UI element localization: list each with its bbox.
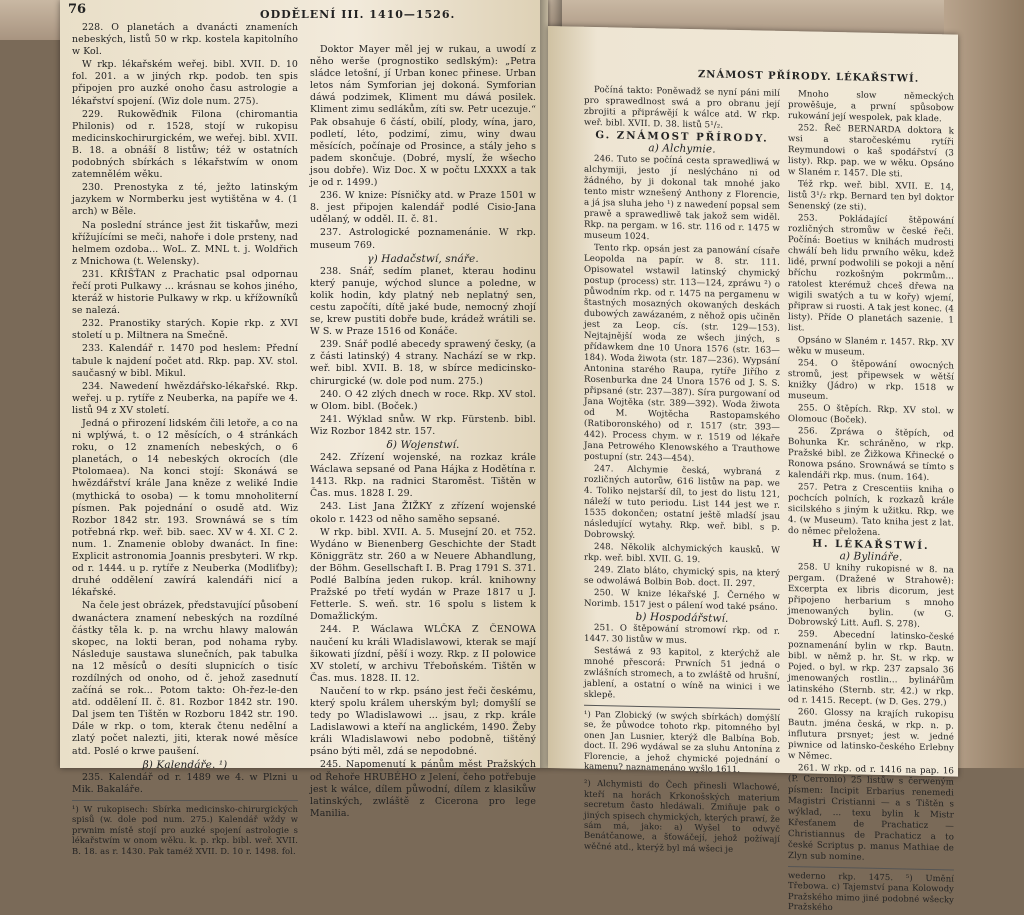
section-heading-alchymie: a) Alchymie. <box>648 142 716 156</box>
section-heading-hadacstvi: γ) Hadačstwí, snáře. <box>367 252 479 265</box>
entry-231: 231. KŘIŠŤAN z Prachatic psal odpornau řečí proti Pulkawy ... krásnau se kohos jiného, kteráž w historie Pulkawy w rkp. u křížowníků se nalezá. <box>72 268 298 317</box>
entry-260: 260. Glossy na krajích rukopisu Bautn. jména česká, w rkp. n. p. influtura prsnyet; jest w. jedné piwnice od latinsko-českého Erlebny w Němec. <box>788 707 954 762</box>
footnote-right-2: ²) Alchymisti do Čech přinesli Wlachowé, kteří na horách Krkonošských materium secretum často hledáwali. Zmiňuje pak o jiných spisech chymických, kterých prawí, že sám má, jako: a) Wyšel to odwyč Benátčanowe, a šťowáčejí, jehož požíwají wěčné atd., kterýž byl má wšeci je <box>584 778 781 854</box>
right-column-2 <box>788 89 954 915</box>
left-column-1 <box>72 22 298 856</box>
entry-254: 254. O štěpowání owocných stromů, jest připewsek w wětší knižky (Jádro) w rkp. 1518 w museum. <box>788 358 954 402</box>
left-page <box>60 0 548 856</box>
entry-251: 251. O štěpowání stromowí rkp. od r. 1447. 30 listůw w mus. <box>584 622 780 646</box>
entry-248: 248. Několik alchymických kausků. W rkp. weř. bibl. XVII. G. 19. <box>584 541 780 566</box>
entry-232: 232. Pranostiky starých. Kopie rkp. z XVI století u p. Miltnera na Smečně. <box>72 318 298 342</box>
entry-228: 228. O planetách a dvanácti znameních nebeských, listů 50 w rkp. kostela kapitolního w Kol. <box>72 22 298 58</box>
entry-240: 240. O 42 zlých dnech w roce. Rkp. XV stol. w Olom. bibl. (Boček.) <box>310 388 536 412</box>
entry-256: 256. Zpráwa o štěpích, od Bohunka Kr. schráněno, w rkp. Pražské bibl. ze Žižkowa Křinecké o Ronowa psáno. Srownáwá se tímto s kalendáři rkp. mus. (num. 164). <box>788 426 954 483</box>
entry-235: 235. Kalendář od r. 1489 we 4. w Plzni u Mik. Bakaláře. <box>72 771 298 795</box>
section-heading-hospodarstvi: b) Hospodářstwí. <box>635 610 729 625</box>
section-heading-lekarstvi: H. LÉKAŘSTWÍ. <box>812 537 930 552</box>
footnote-right-3: wederno rkp. 1475. ⁵) Umění Třebowa. c) Tajemství pana Kolowody Pražského mimo jiné podobné wšecky Pražského <box>788 866 954 915</box>
right-page <box>548 26 958 913</box>
entry-230-note: Na poslední stránce jest žit tiskařůw, mezi křížujícími se meči, nahoře i dole prsteny, nad helmem ozdoba... WoL. Z. MNL t. j. Woldřich z Mnichowa (t. Welensky). <box>72 219 298 267</box>
entry-245: 245. Napomenutí k pánům měst Pražských od Řehoře HRUBÉHO z Jelení, čeho potřebuje jest k wálce, dílem půwodní, dílem z klasikůw latinských, zwláště z Cicerona pro lege Manilia. <box>310 759 536 819</box>
entry-246-note: Tento rkp. opsán jest za panowání císaře Leopolda na papír. w 8. str. 111. Opisowatel wstawil latinský chymický postup (process) str. 113—124, zpráwu ²) o půwodním rkp. od r. 1475 na pergamenu w štastných mosazných okowaných deskách dubowých zawázaném, z něhož opis učiněn jest za Leop. cís. (str. 129—153). Nejtajnější woda ze wšech jiných, s přídawkem dne 10 Unora 1576 (str. 163—184). Woda žiwota (str. 187—236). Wypsání Antonina starého Raupa, rytíře Jiřího z Rosenburka dne 24 Unora 1576 od J. S. S. připsané (str. 237—387). Síra purgowaní od Jana Wojtěka (str. 389—392). Woda žiwota od M. Wojtěcha Rastopamského (Ratiboronského) od r. 1517 (str. 393—442). Process chym. w r. 1519 od lékaře Jana Petrowého Klenowského a Trauthowe postupní (str. 243—454). <box>584 242 780 465</box>
entry-234: 234. Nawedení hwězdářsko-lékařské. Rkp. weřej. u p. rytíře z Neuberka, na papíře we 4. listů 94 z XV století. <box>72 380 298 416</box>
running-head-right: ZNÁMOST PŘÍRODY. LÉKAŘSTWÍ. <box>698 69 920 85</box>
entry-261: 261. W rkp. od r. 1416 na pap. 16 (P. Cerronio) 25 listůw s čerweným písmen: Incipit Erbarius renemedi Magistri Cristianni — a s Tištěn s wýklad, ... texu bylin k Mistr Křesťanem de Prachaticz — Christiannus de Prachaticz a to české Scriptus p. manus Mathiae de Zlyn sub nomine. <box>788 763 954 863</box>
entry-pocina: Počíná takto: Poněwadž se nyní páni milí pro sprawedlnost swá a pro obranu její zbrojiti a připráwějí k wálce atd. W rkp. weř. bibl. XVII. D. 38. listů 5¹/₂. <box>584 84 780 131</box>
entry-237: 237. Astrologické poznamenánie. W rkp. museum 769. <box>310 227 536 251</box>
entry-228-note: W rkp. lékařském weřej. bibl. XVII. D. 10 fol. 201. a w jiných rkp. podob. ten spis připojen pro auzké onoho času astrologie a lékařství spojení. (Wiz dole num. 275). <box>72 59 298 107</box>
footnote-right-1: ¹) Pan Zlobický (w swých sbírkách) domýšlí se, že půwodce tohoto rkp. pitomného byl onen Jan Lusnier, kterýž dle Balbína Bob. doct. II. 296 wydáwal se za sluhu Antonína z Florencie, a jehož chymické pojednání o kamenu? naznamenáno wyšlo 1611. <box>584 705 780 776</box>
footnote-left: ¹) W rukopisech: Sbírka medicinsko-chirurgických spisů (w. dole pod num. 275.) Kalendář wždy w prwnim místě stojí pro auzké spojení astrologie s lékařstwím w onom wěku. k. p. rkp. bibl. weř. XVII. B. 18. as r. 1430. Pak taméž XVII. D. 10 r. 1498. fol. <box>72 800 298 856</box>
entry-229: 229. Rukowěďnik Filona (chiromantia Philonis) od r. 1528, stojí w rukopisu medicinskochirurgickém, we weřej. bibl. XVII. B. 18. a obnáší 8 listůw; též w ostatních podobných sbírkách s lékařstwím w onom zatemnělém wěku. <box>72 108 298 181</box>
entry-mnoho: Mnoho slow německých prowěšuje, a prwní spůsobow rukowání její wespolek, pak klade. <box>788 89 954 125</box>
entry-251-note: Sestáwá z 93 kapitol, z kterýchž ale mnohé přescorá: Prwních 51 jedná o zwlášních stromech, a to zwláště od hrušní, jablení, a ostatní o wíně na winici i we sklepě. <box>584 645 780 701</box>
entry-246: 246. Tuto se počíná cesta sprawedliwá w alchymiji, jesto jí neslýcháno ni od žádného, by ji dokonal tak mnohé jako tento mistr wznešený Anthony z Florencie, a já jsa sluha jeho ¹) z nawedení popsal sem prawě a sprawedliwě tak jakož sem widěl. Rkp. na pergam. w 16. str. 116 od r. 1475 w museum 1024. <box>584 153 780 243</box>
entry-236: 236. W knize: Písničky atd. w Praze 1501 w 8. jest připojen kalendář podlé Cisio-Jana udělaný, w odděl. II. č. 81. <box>310 190 536 226</box>
page-number-left: 76 <box>68 2 87 17</box>
entry-252-note: Též rkp. weř. bibl. XVII. E. 14, listů 3¹/₂ rkp. Bernard ten byl doktor Senenský (ze sti). <box>788 179 954 213</box>
entry-242: 242. Zřízení wojenské, na rozkaz krále Wáclawa sepsané od Pana Hájka z Hodětína r. 1413. Rkp. na radnici Staroměst. Tištěn w Čas. mus. 1828 I. 29. <box>310 452 536 500</box>
entry-249: 249. Zlato bláto, chymický spis, na který se odwoláwá Bolbin Bob. doct. II. 297. <box>584 564 780 590</box>
running-head-left: ODDĚLENÍ III. 1410—1526. <box>260 8 456 21</box>
section-heading-kalendare: β) Kalendáře. ¹) <box>142 758 228 771</box>
entry-253: 253. Pokládající štěpowání rozličných stromůw w české řeči. Počíná: Boetius w knihách mudrosti chwálí beh lidu prwního wěku, kdež lidé, prwní podwolili se pokoji a nění bříchu rozkošným pokrmům... ratolest kterémuž chceš dřewa na wigili swatých a tu w kořy) wjemí, připraw si ruosti. A tak jest konec. (4 listy). Příde O planetách sazenie. 1 list. <box>788 213 954 334</box>
entry-252: 252. Řeč BERNARDA doktora k wsi a staročeskému rytíři Reymundowi o kaš spodářství (3 listy). Rkp. pap. we w wěku. Opsáno w Slaném r. 1457. Dle sti. <box>788 123 954 180</box>
entry-253-note: Opsáno w Slaném r. 1457. Rkp. XV wěku w museum. <box>788 335 954 358</box>
entry-233: 233. Kalendář r. 1470 pod heslem: Přední tabule k najdení počet atd. Rkp. pap. XV. stol. saučasný w bibl. Mikul. <box>72 343 298 379</box>
entry-230: 230. Prenostyka z té, ježto latinským jazykem w Normberku jest wytištěna w 4. (1 arch) w Běle. <box>72 182 298 218</box>
entry-234-note: Jedná o přirození lidském čili letoře, a co na ni wplýwá, t. o 12 měsících, o 4 stránkách roku, o 12 znameních nebeských, o 6 planetách, o 14 nebeských okrocích (dle Ptolomaea). Na konci stojí: Skonáwá se hwězdářství krále Jana kněze z weliké Indie (mythická to osoba) — k tomu mnoholiterní písmen. Pak pojednání o osudě atd. Wiz Rozbor 1842 str. 193. Srownáwá se s tím potřebná rkp. weř. bib. saec. XV w 4. XI. C 2. num. 1. Znamenie obloby dwanáct. In fine: Explicit astronomia Joannis presbyteri. W rkp. od r. 1444. u p. rytíře z Neuberka (Modliťby); druhé oddělení zawírá kalendáři nicí a lékařské. <box>72 418 298 599</box>
entry-247: 247. Alchymie česká, wybraná z rozličných autorůw, 616 listůw na pap. we 4. Toliko nejstarší díl, to jest do listu 121, náleží w tuto periodu. List 144 jest we r. 1535 dokončen; ostatní ještě mladší jsau následující wytahy. Rkp. weř. bibl. s p. Dobrowský. <box>584 463 780 541</box>
entry-doktor-mayer: Doktor Mayer měl jej w rukau, a uwodí z něho werše (prognostiko sedlským): „Petra sládce letošní, jí Urban konec přinese. Urban letos nám Symforian jej dokoná. Symforian dáwá podzimek, Kliment mu dáwá posilek. Kliment zimu sedlákům, zíti sw. Petr ucezuje.“ Pak obsahuje 6 částí, obilí, plody, wína, jaro, podletí, léto, podzimí, zimu, winy dwau měsících, počínaje od Prosince, a stály jeho s padem skončuje. (Dobré, myslí, že wšecho jsou dobře). Wiz Doc. X w počtu LXXXX a tak je od r. 1499.) <box>310 44 536 189</box>
entry-258: 258. U knihy rukopisné w 8. na pergam. (Dražené w Strahowě): Excerpta ex libris dicorum, jest připojeno herbarium s mnoho jmenowaných bylin. (w G. Dobrowský Litt. Aufl. S. 278). <box>788 562 954 630</box>
entry-255: 255. O štěpích. Rkp. XV stol. w Olomouc (Boček). <box>788 403 954 426</box>
entry-243: 243. List Jana ŽIŽKY z zřízení wojenské okolo r. 1423 od něho saměho sepsané. <box>310 501 536 525</box>
left-column-2 <box>310 44 536 821</box>
entry-244: 244. P. Wáclawa WLČKA Z ČENOWA naučení ku králi Wladislawowi, kterak se mají šikowati jízdní, pěší i wozy. Rkp. z II polowice XV století, w archivu Třeboňském. Tištěn w Čas. mus. 1828. II. 12. <box>310 624 536 684</box>
right-column-1 <box>584 85 780 855</box>
entry-243-note: W rkp. bibl. XVII. A. 5. Musejní 20. et 752. Wydáno w Bienenberg Geschichte der Stadt Königgrätz str. 260 a w Neuere Abhandlung, der Böhm. Gesellschaft I. B. Prag 1791 S. 371. Podlé Balbína jeden rukop. král. knihowny Pražské po třetí wydán w Praze 1817 u J. Fetterle. S. weň. str. 16 spolu s listem k Domažlickým. <box>310 526 536 623</box>
section-heading-bylinare: a) Bylináře. <box>839 550 903 564</box>
entry-241: 241. Wýklad snůw. W rkp. Fürstenb. bibl. Wiz Rozbor 1842 str. 157. <box>310 413 536 437</box>
entry-234-note-2: Na čele jest obrázek, představující působení dwanáctera znamení nebeských na rozdílné částky těla k. p. na wrchu hlawy malowán skopec, na lokti beran, pod nohama ryby. Následuje saustawa slunečních, pak tabulka na 12 měsíců o desíti slupnicích o tisíc rozdílných od onoho, od č. jehož zasednutí začíná se rok... Potom takto: Oh-řez-le-den atd. oddělení II. č. 81. Rozbor 1842 str. 190. Dal jsem ten Tištěn w Rozboru 1842 str. 190. Dále w rkp. o tom, kterak čtenu nedělní a zlatý počet nalezti, jiti, kterak nowé měsíce atd. Poslé o krwe paušení. <box>72 600 298 757</box>
section-heading-znamost-prirody: G. ZNÁMOST PŘÍRODY. <box>595 128 769 145</box>
entry-259: 259. Abecední latinsko-české poznamenání bylin w rkp. Bautn. bibl. w němž p. hr. St. w rkp. w Pojed. o byl. w rkp. 237 zapsalo 36 jmenowaných rostlin... bylinářům latinského (Sternb. str. 42.) w rkp. od r. 1415. Recept. (w D. Ges. 279.) <box>788 629 954 709</box>
entry-239: 239. Snář podlé abecedy sprawený česky, (a z části latinský) 4 strany. Nachází se w rkp. weř. bibl. XVII. B. 18, w sbírce medicinsko-chirurgické (w. dole pod num. 275.) <box>310 339 536 387</box>
entry-257: 257. Petra z Crescentiis kniha o pochcích polních, k rozkazů krále sicilského s jiným k užitku. Rkp. we 4. (w Museum). Tato kniha jest z lat. do němec přeložena. <box>788 482 954 538</box>
entry-244-note: Naučení to w rkp. psáno jest řeči českému, který spolu králem uherským byl; domyšlí se tedy po Wladislawowi ... jsau, z rkp. krále Ladislawowi a kteří na anglickém, 1490. Žeby králi Wladislawowi nebo podobně, tištěný psáno býti měl, zdá se nepodobné. <box>310 685 536 758</box>
section-heading-wojenstvi: δ) Wojenstwí. <box>386 439 460 451</box>
entry-250: 250. W knize lékařské J. Černého w Norimb. 1517 jest o pálení wod také psáno. <box>584 587 780 613</box>
entry-238: 238. Snář, sedím planet, kterau hodinu který panuje, wýchod slunce a poledne, w kolik hodin, kdy platný neb neplatný sen, cestu započíti, dítě jaké bude, nemocný zhojí se, krew pustiti dobře bude, krádež wrátili se. W S. w Praze 1516 od Konáče. <box>310 265 536 338</box>
